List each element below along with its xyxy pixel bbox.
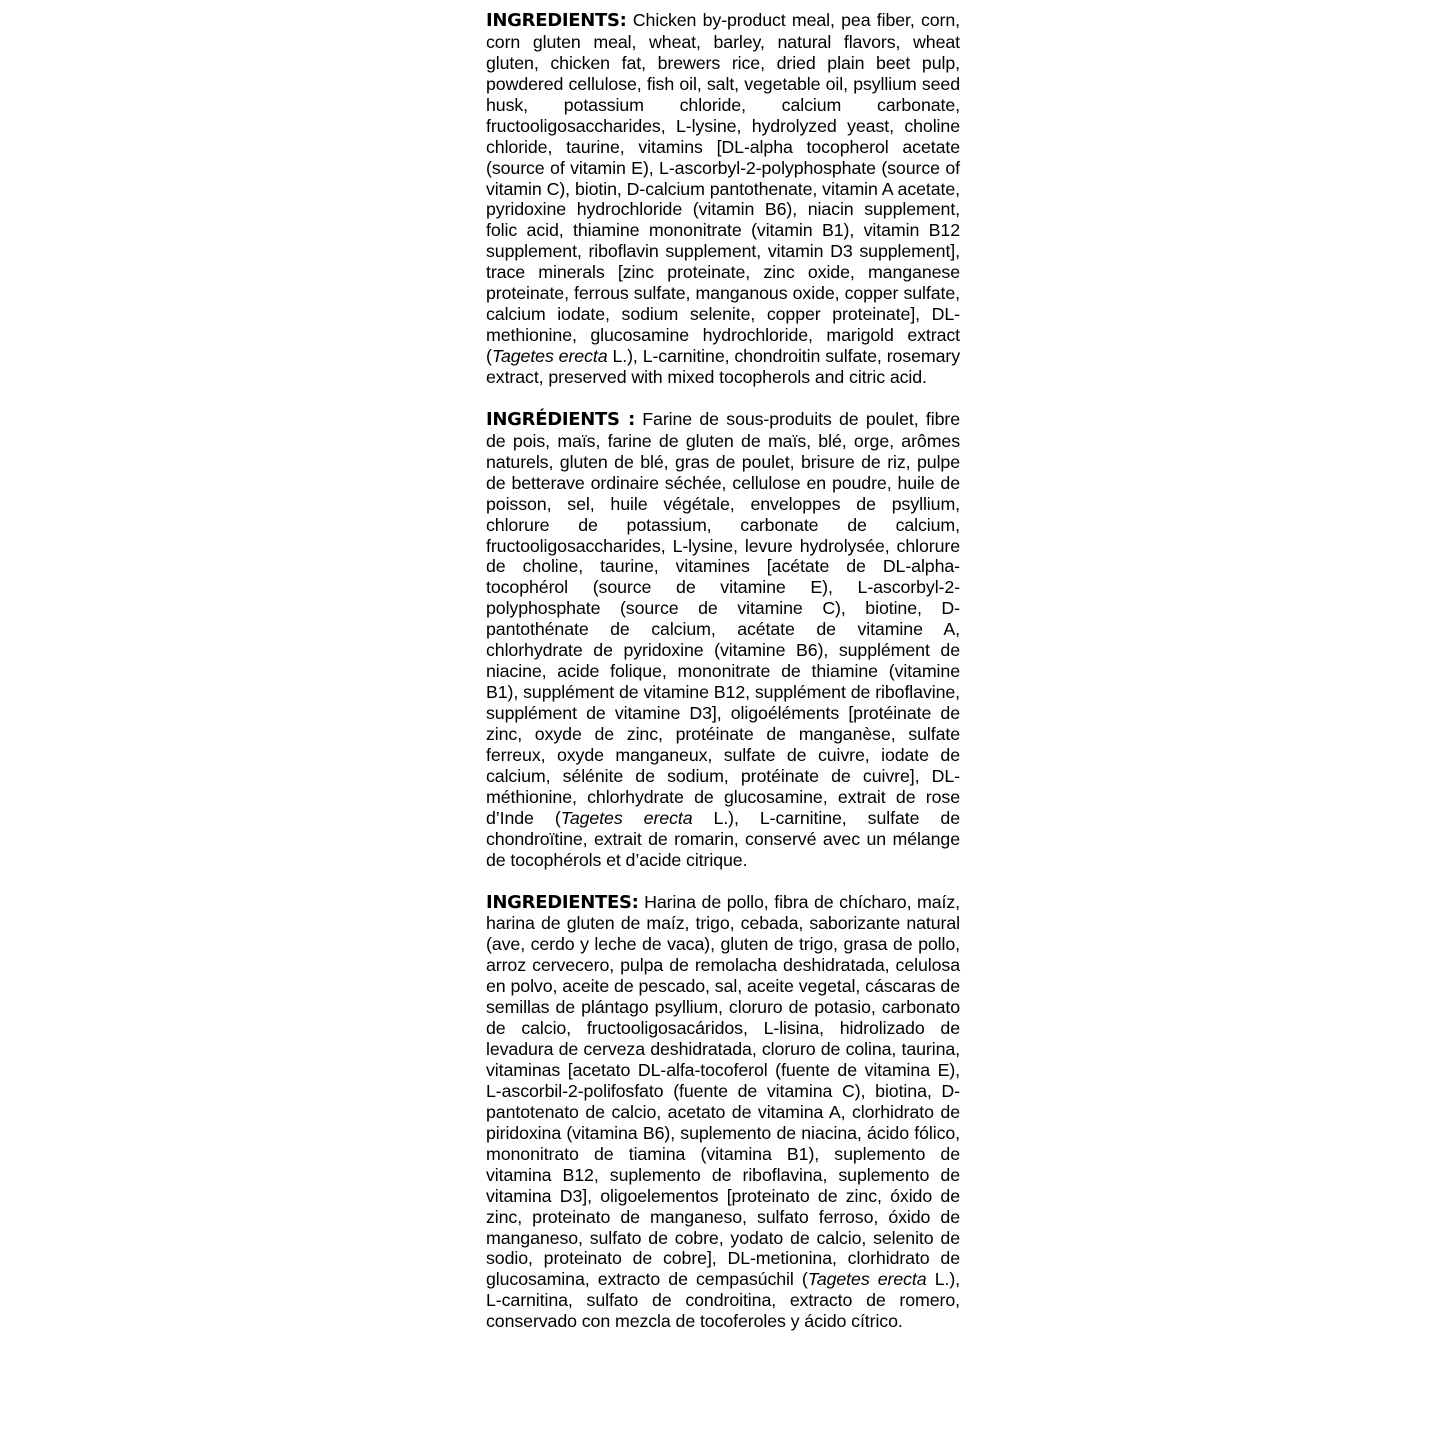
ingredients-french-text-a: Farine de sous-produits de poulet, fibre de pois, maïs, farine de gluten de maïs, blé, orge, arômes naturels, gluten de blé, gras de poulet, brisure de riz, pulpe de betterave ordinaire séchée, cellulose en poudre, huile de poisson, sel, huile végétale, enveloppes de psyllium, chlorure de potassium, carbonate de calcium, fructooligosaccharides, L-lysine, levure hydrolysée, chlorure de choline, taurine, vitamines [acétate de DL-alpha-tocophérol (source de vitamine E), L-ascorbyl-2-polyphosphate (source de vitamine C), biotine, D-pantothénate de calcium, acétate de vitamine A, chlorhydrate de pyridoxine (vitamine B6), supplément de niacine, acide folique, mononitrate de thiamine (vitamine B1), supplément de vitamine B12, supplément de riboflavine, supplément de vitamine D3], oligoéléments [protéinate de zinc, oxyde de zinc, protéinate de manganèse, sulfate ferreux, oxyde manganeux, sulfate de cuivre, iodate de calcium, sélénite de sodium, protéinate de cuivre], DL-méthionine, chlorhydrate de glucosamine, extrait de rose d’Inde ( xyxy=(486,408,960,828)
ingredients-french-heading: INGRÉDIENTS : xyxy=(486,408,635,430)
ingredients-english-text-a: Chicken by-product meal, pea fiber, corn, corn gluten meal, wheat, barley, natural flavors, wheat gluten, chicken fat, brewers rice, dried plain beet pulp, powdered cellulose, fish oil, salt, vegetable oil, psyllium seed husk, potassium chloride, calcium carbonate, fructooligosaccharides, L-lysine, hydrolyzed yeast, choline chloride, taurine, vitamins [DL-alpha tocopherol acetate (source of vitamin E), L-ascorbyl-2-polyphosphate (source of vitamin C), biotin, D-calcium pantothenate, vitamin A acetate, pyridoxine hydrochloride (vitamin B6), niacin supplement, folic acid, thiamine mononitrate (vitamin B1), vitamin B12 supplement, riboflavin supplement, vitamin D3 supplement], trace minerals [zinc proteinate, zinc oxide, manganese proteinate, ferrous sulfate, manganous oxide, copper sulfate, calcium iodate, sodium selenite, copper proteinate], DL-methionine, glucosamine hydrochloride, marigold extract ( xyxy=(486,10,960,366)
ingredients-french-text-b: L.), L-carnitine, sulfate de chondroïtine, extrait de romarin, conservé avec un mélange de tocophérols et d’acide citrique. xyxy=(486,807,960,870)
ingredients-french xyxy=(486,409,960,871)
ingredients-english-text-b: L.), L-carnitine, chondroitin sulfate, rosemary extract, preserved with mixed tocopherols and citric acid. xyxy=(486,346,960,387)
ingredients-spanish-text-a: Harina de pollo, fibra de chícharo, maíz, harina de gluten de maíz, trigo, cebada, saborizante natural (ave, cerdo y leche de vaca), gluten de trigo, grasa de pollo, arroz cervecero, pulpa de remolacha deshidratada, celulosa en polvo, aceite de pescado, sal, aceite vegetal, cáscaras de semillas de plántago psyllium, cloruro de potasio, carbonato de calcio, fructooligosacáridos, L-lisina, hidrolizado de levadura de cerveza deshidratada, cloruro de colina, taurina, vitaminas [acetato DL-alfa-tocoferol (fuente de vitamina E), L-ascorbil-2-polifosfato (fuente de vitamina C), biotina, D-pantotenato de calcio, acetato de vitamina A, clorhidrato de piridoxina (vitamina B6), suplemento de niacina, ácido fólico, mononitrato de tiamina (vitamina B1), suplemento de vitamina B12, suplemento de riboflavina, suplemento de vitamina D3], oligoelementos [proteinato de zinc, óxido de zinc, proteinato de manganeso, sulfato ferroso, óxido de manganeso, sulfato de cobre, yodato de calcio, selenito de sodio, proteinato de cobre], DL-metionina, clorhidrato de glucosamina, extracto de cempasúchil ( xyxy=(486,891,960,1290)
ingredient-label xyxy=(486,10,960,1353)
ingredients-english-species: Tagetes erecta xyxy=(491,346,608,366)
ingredients-spanish-text-b: L.), L-carnitina, sulfato de condroitina, extracto de romero, conservado con mezcla de tocoferoles y ácido cítrico. xyxy=(486,1269,960,1332)
ingredients-spanish-species: Tagetes erecta xyxy=(807,1269,927,1290)
ingredients-english-heading: INGREDIENTS: xyxy=(486,10,627,31)
ingredients-english xyxy=(486,10,960,388)
ingredients-spanish xyxy=(486,892,960,1333)
ingredients-french-species: Tagetes erecta xyxy=(560,807,693,828)
ingredients-spanish-heading: INGREDIENTES: xyxy=(486,891,639,913)
